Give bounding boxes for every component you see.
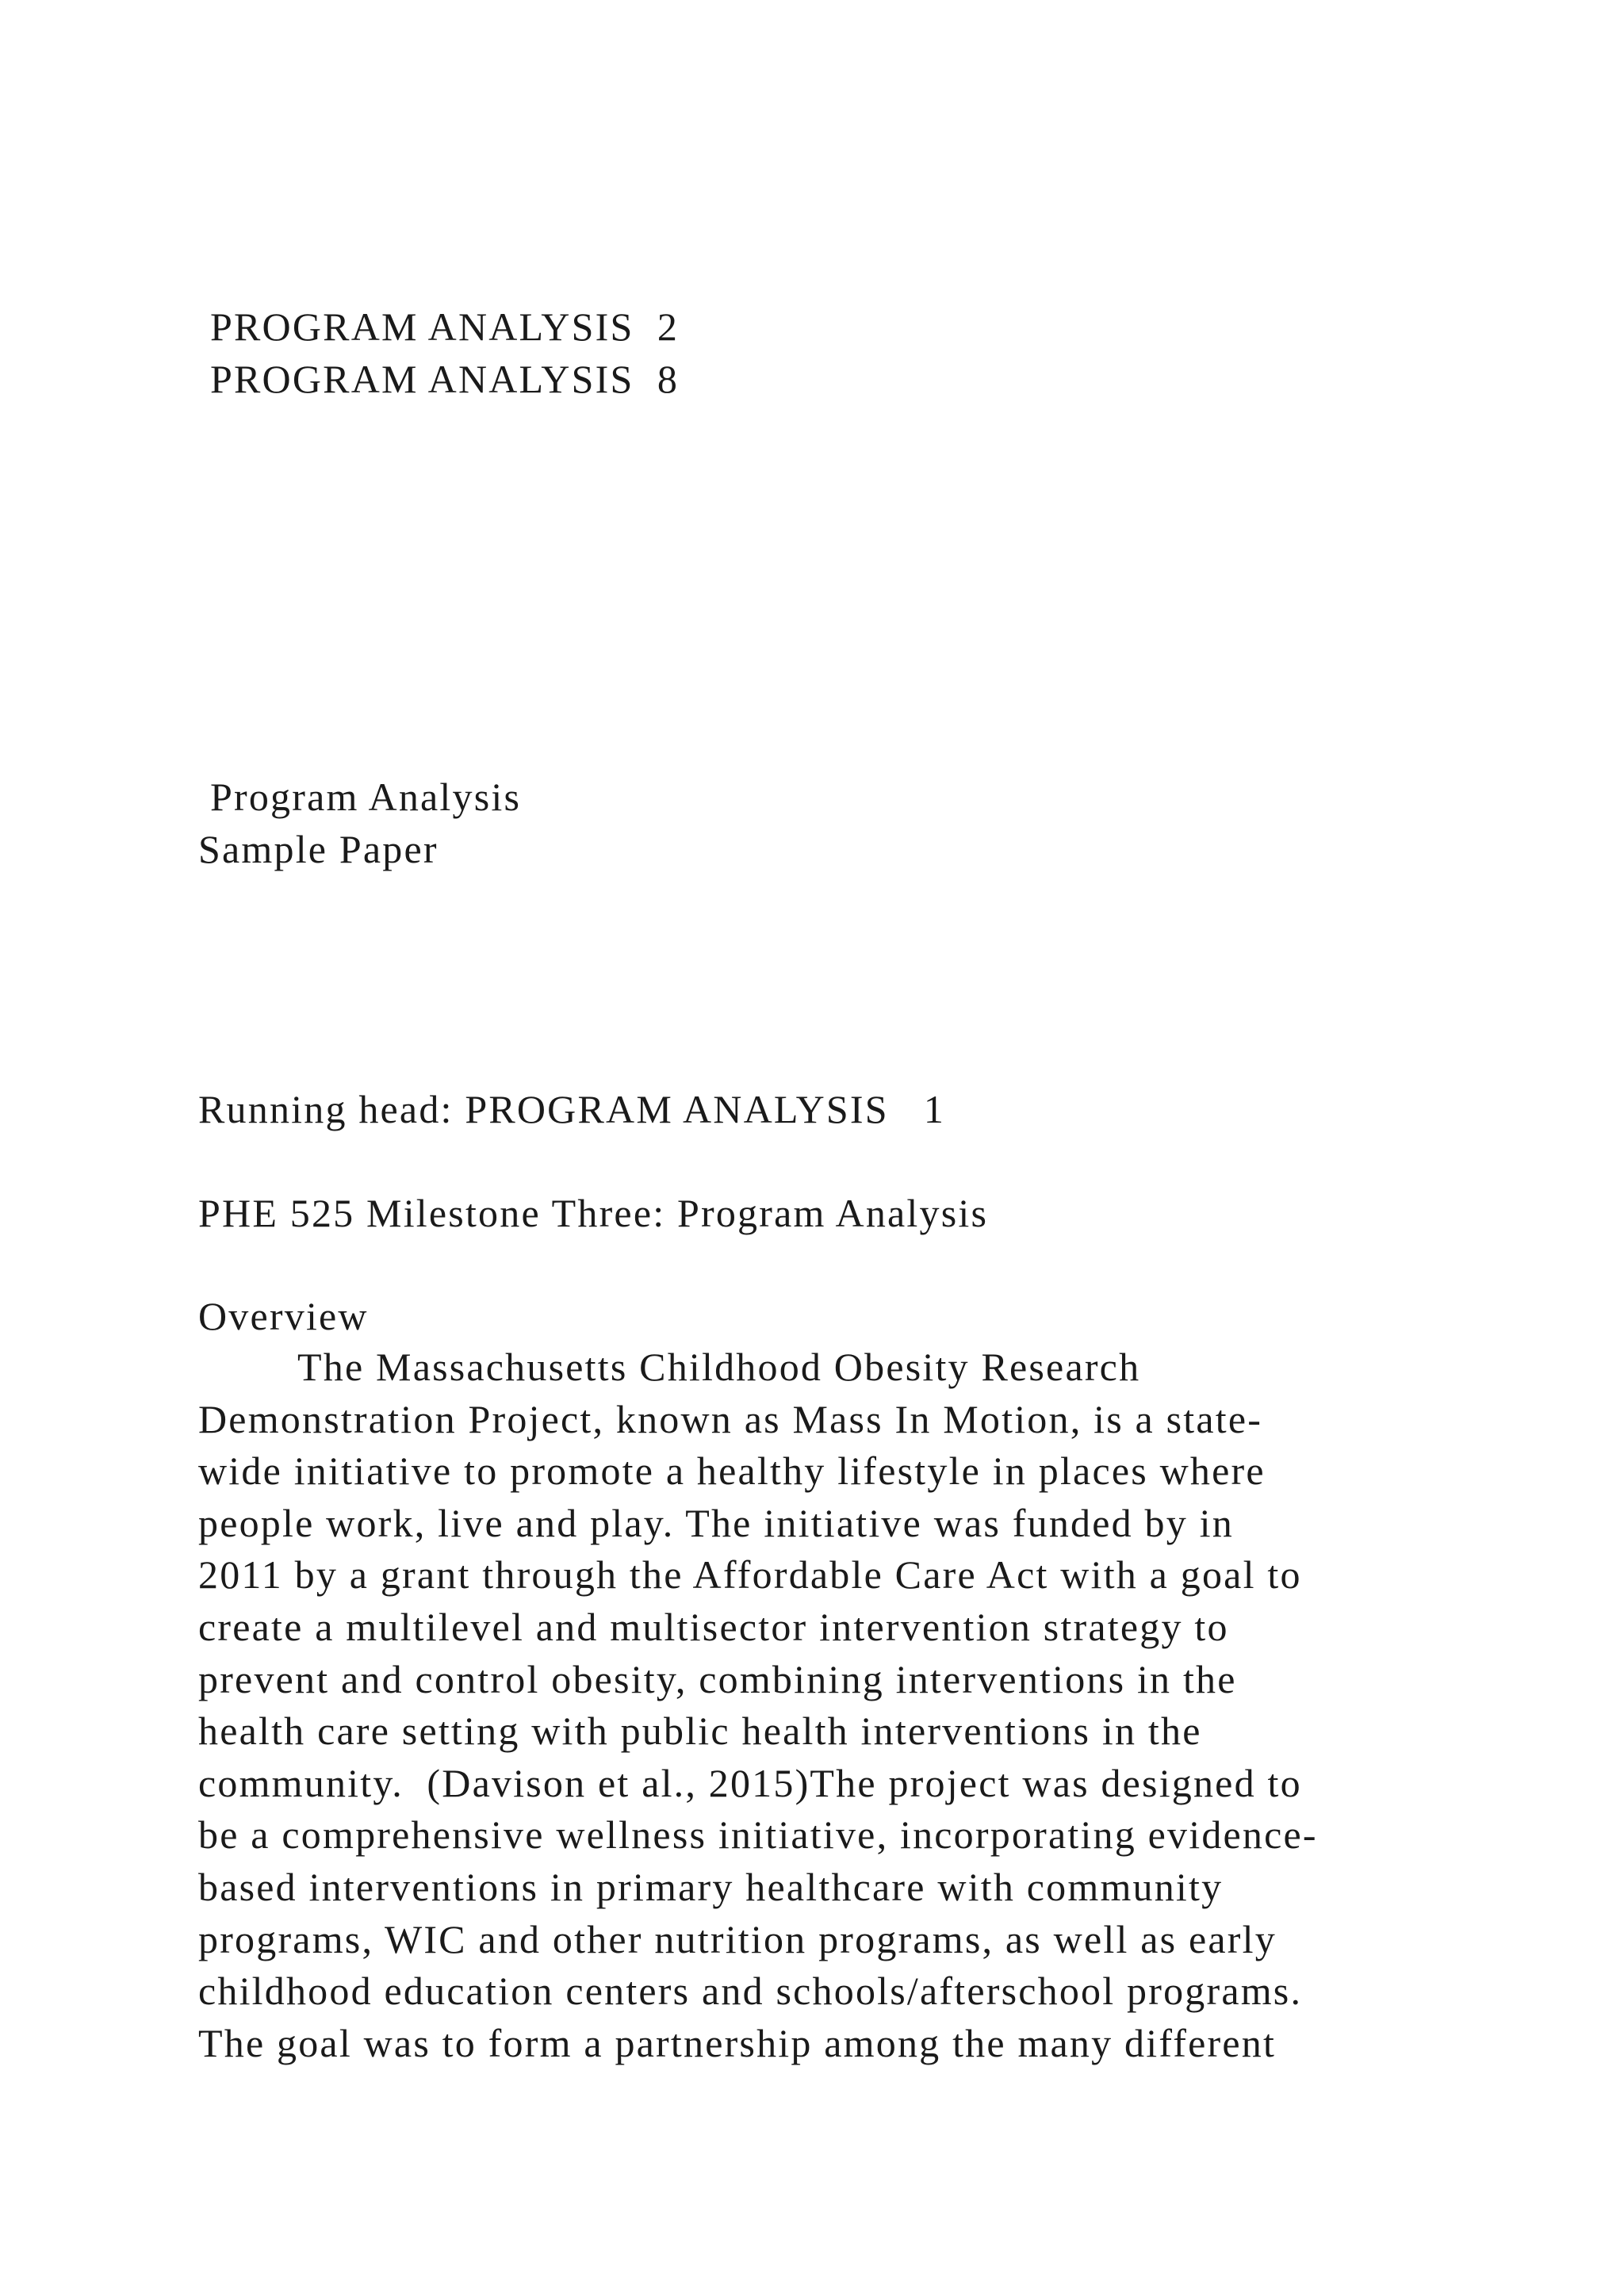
running-head: Running head: PROGRAM ANALYSIS 1 <box>198 1087 946 1131</box>
paragraph-line: health care setting with public health interventions in the <box>198 1709 1202 1754</box>
paragraph-line: based interventions in primary healthcare with community <box>198 1864 1224 1909</box>
overview-paragraph <box>198 1341 1467 2069</box>
paragraph-line: childhood education centers and schools/afterschool programs. <box>198 1969 1303 2014</box>
paper-title: PHE 525 Milestone Three: Program Analysis <box>198 1191 989 1235</box>
paragraph-line: be a comprehensive wellness initiative, incorporating evidence- <box>198 1812 1318 1858</box>
paragraph-line: create a multilevel and multisector intervention strategy to <box>198 1604 1229 1649</box>
header-line-2: PROGRAM ANALYSIS 8 <box>210 357 680 401</box>
title-line-program-analysis: Program Analysis <box>210 775 522 819</box>
section-heading-overview: Overview <box>198 1294 369 1338</box>
paragraph-line: people work, live and play. The initiative was funded by in <box>198 1500 1234 1545</box>
paragraph-line: The Massachusetts Childhood Obesity Research <box>297 1345 1141 1389</box>
paragraph-line: community. (Davison et al., 2015)The project was designed to <box>198 1760 1302 1805</box>
paragraph-line: 2011 by a grant through the Affordable Care Act with a goal to <box>198 1552 1302 1598</box>
paragraph-line: The goal was to form a partnership among the many different <box>198 2020 1277 2065</box>
header-line-1: PROGRAM ANALYSIS 2 <box>210 304 680 349</box>
paragraph-line: prevent and control obesity, combining interventions in the <box>198 1656 1237 1701</box>
paragraph-line: wide initiative to promote a healthy lifestyle in places where <box>198 1448 1266 1494</box>
paragraph-line: Demonstration Project, known as Mass In Motion, is a state- <box>198 1396 1263 1441</box>
paragraph-line: programs, WIC and other nutrition programs, as well as early <box>198 1916 1277 1961</box>
title-line-sample-paper: Sample Paper <box>198 827 439 871</box>
